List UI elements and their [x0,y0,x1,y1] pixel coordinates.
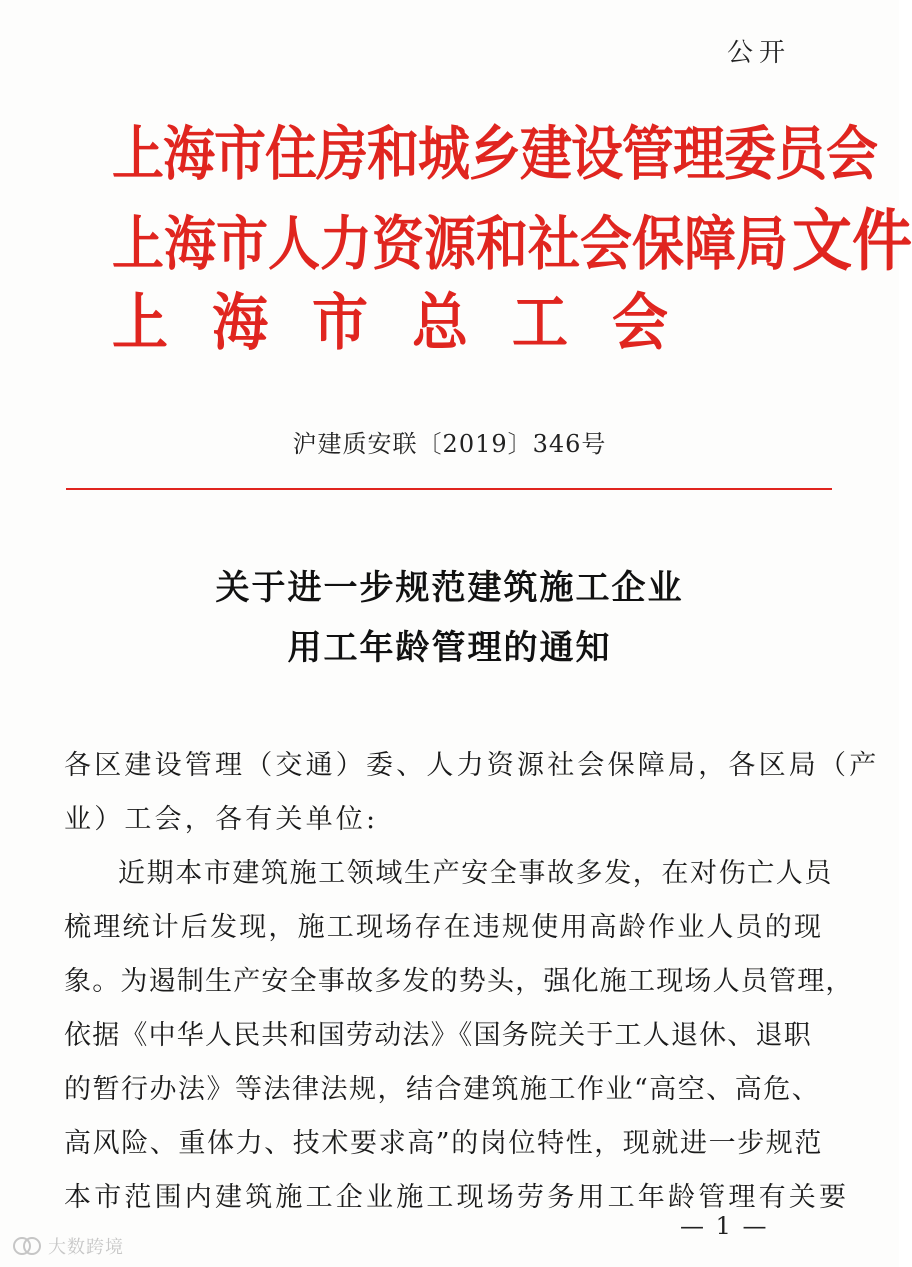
issuer-housing-committee: 上海市住房和城乡建设管理委员会 [112,120,878,189]
body-line: 本市范围内建筑施工企业施工现场劳务用工年龄管理有关要 [64,1182,850,1213]
watermark-logo-icon [12,1234,42,1258]
body-line: 梳理统计后发现，施工现场存在违规使用高龄作业人员的现 [64,912,824,943]
issuer-hr-bureau [112,202,912,281]
body-line: 象。为遏制生产安全事故多发的势头，强化施工现场人员管理， [64,966,854,997]
issuer-hr-bureau-name: 上海市人力资源和社会保障局 [112,210,789,279]
body-line: 依据《中华人民共和国劳动法》《国务院关于工人退休、退职 [64,1020,812,1051]
body-line: 高风险、重体力、技术要求高”的岗位特性，现就进一步规范 [64,1128,824,1159]
body-line: 业）工会，各有关单位: [64,804,379,835]
classification-label: 公开 [727,38,792,68]
document-number: 沪建质安联〔2019〕346号 [292,430,607,458]
body-line: 的暂行办法》等法律法规，结合建筑施工作业“高空、高危、 [64,1074,821,1105]
body-line: 近期本市建筑施工领域生产安全事故多发，在对伤亡人员 [118,858,833,889]
page-number: — 1 — [680,1212,769,1240]
document-title-line-2: 用工年龄管理的通知 [287,628,612,668]
watermark [12,1233,124,1259]
issuer-trade-union: 上海市总工会 [112,286,712,360]
issuer-document-suffix: 文件 [792,202,912,281]
document-title-line-1: 关于进一步规范建筑施工企业 [215,568,684,608]
body-line: 各区建设管理（交通）委、人力资源社会保障局，各区局（产 [64,750,880,781]
watermark-text: 大数跨境 [48,1237,124,1258]
red-divider-line [66,488,832,490]
